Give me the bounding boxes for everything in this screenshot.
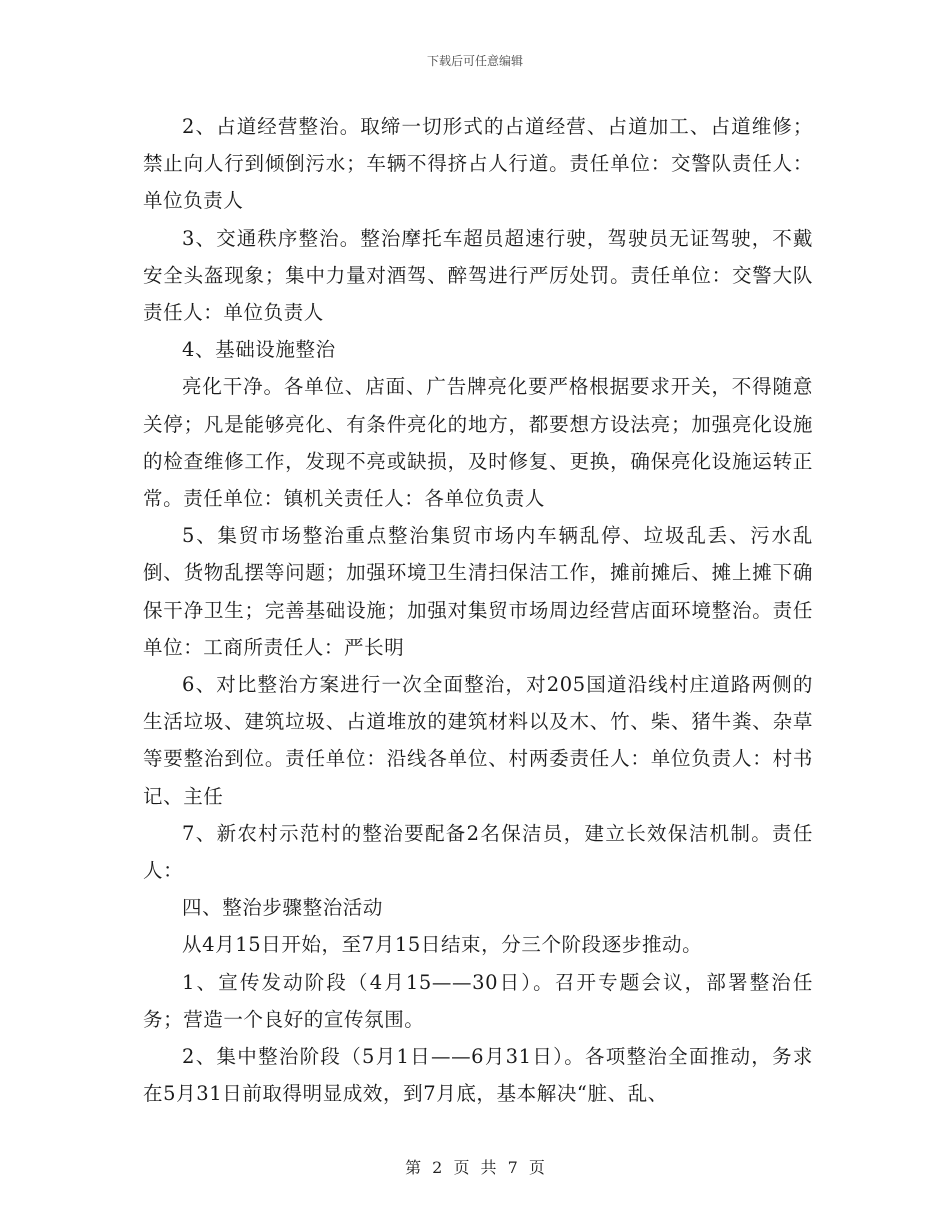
paragraph-traffic-order: 3、交通秩序整治。整治摩托车超员超速行驶，驾驶员无证驾驶，不戴安全头盔现象；集中力量对酒驾、醉驾进行严厉处罚。责任单位：交警大队责任人：单位负责人 <box>143 226 813 325</box>
paragraph-road-occupation: 2、占道经营整治。取缔一切形式的占道经营、占道加工、占道维修；禁止向人行到倾倒污水；车辆不得挤占人行道。责任单位：交警队责任人：单位负责人 <box>143 115 813 213</box>
paragraph-highway-205: 6、对比整治方案进行一次全面整治，对205国道沿线村庄道路两侧的生活垃圾、建筑垃圾、占道堆放的建筑材料以及木、竹、柴、猪牛粪、杂草等要整治到位。责任单位：沿线各单位、村两委责任人：单位负责人：村书记、主任 <box>143 673 813 808</box>
header-note: 下载后可任意编辑 <box>426 54 523 68</box>
paragraph-schedule: 从4月15日开始，至7月15日结束，分三个阶段逐步推动。 <box>182 933 703 957</box>
paragraph-infrastructure-heading: 4、基础设施整治 <box>182 338 336 362</box>
paragraph-market: 5、集贸市场整治重点整治集贸市场内车辆乱停、垃圾乱丢、污水乱倒、货物乱摆等问题；加强环境卫生清扫保洁工作，摊前摊后、摊上摊下确保干净卫生；完善基础设施；加强对集贸市场周边经营店面环境整治。责任单位：工商所责任人：严长明 <box>143 524 813 659</box>
paragraph-phase-1: 1、宣传发动阶段（4月15——30日）。召开专题会议，部署整治任务；营造一个良好的宣传氛围。 <box>143 970 813 1031</box>
paragraph-lighting: 亮化干净。各单位、店面、广告牌亮化要严格根据要求开关，不得随意关停；凡是能够亮化、有条件亮化的地方，都要想方设法亮；加强亮化设施的检查维修工作，发现不亮或缺损，及时修复、更换，确保亮化设施运转正常。责任单位：镇机关责任人：各单位负责人 <box>143 375 813 511</box>
paragraph-phase-2: 2、集中整治阶段（5月1日——6月31日）。各项整治全面推动，务求在5月31日前取得明显成效，到7月底，基本解决“脏、乱、 <box>143 1045 813 1106</box>
paragraph-model-village: 7、新农村示范村的整治要配备2名保洁员，建立长效保洁机制。责任人： <box>143 821 813 883</box>
page-number-footer: 第 2 页 共 7 页 <box>405 1158 545 1177</box>
document-body <box>143 108 813 1112</box>
section-heading-steps: 四、整治步骤整治活动 <box>182 896 384 920</box>
